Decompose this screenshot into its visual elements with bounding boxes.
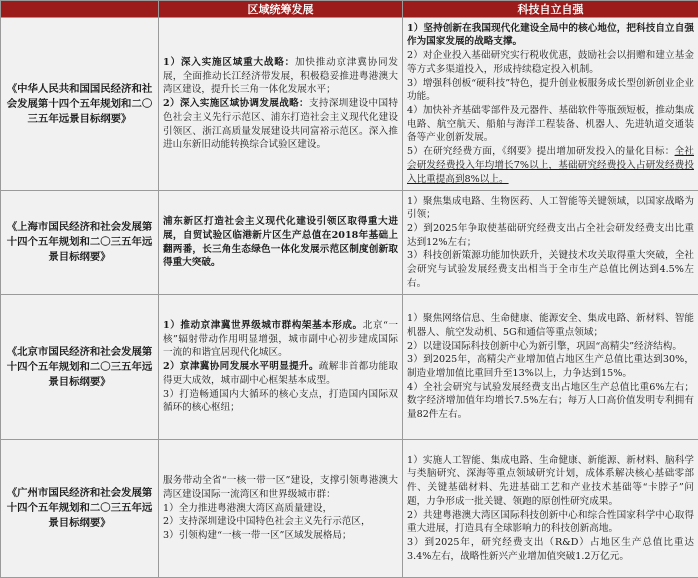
tech-item: 2）到2025年争取使基础研究经费支出占全社会研发经费支出比重达到12%左右； <box>407 222 694 249</box>
document-name: 《北京市国民经济和社会发展第十四个五年规划和二〇三五年远景目标纲要》 <box>1 295 159 440</box>
regional-item: 3）打造畅通国内大循环的核心支点，打造国内国际双循环的核心枢纽； <box>163 388 398 415</box>
table-row-national <box>1 18 698 191</box>
table-row-beijing <box>1 295 698 440</box>
tech-item: 3）科技创新策源功能加快跃升，关键技术攻关取得重大突破，全社会研究与试验发展经费支出相当于全市生产总值比例达到4.5%左右。 <box>407 249 694 290</box>
header-row <box>1 1 698 18</box>
tech-item: 4）加快补齐基础零部件及元器件、基础软件等瓶颈短板，推动集成电路、航空航天、船舶与海洋工程装备、机器人、先进轨道交通装备等产业创新发展。 <box>407 104 694 145</box>
regional-cell: 浦东新区打造社会主义现代化建设引领区取得重大进展，自贸试验区临港新片区生产总值在2018年基础上翻两番，长三角生态绿色一体化发展示范区制度创新取得重大突破。 <box>159 191 403 295</box>
tech-cell <box>403 18 698 191</box>
regional-intro: 服务带动全省“一核一带一区”建设，支撑引领粤港澳大湾区建设国际一流湾区和世界级城市群： <box>163 474 398 501</box>
regional-item: 2）支持深圳建设中国特色社会主义先行示范区， <box>163 515 398 529</box>
regional-cell <box>159 18 403 191</box>
regional-item: 3）引领构建“一核一带一区”区域发展格局； <box>163 529 398 543</box>
tech-item: 2）以建设国际科技创新中心为新引擎，巩固“高精尖”经济结构。 <box>407 340 694 354</box>
regional-cell <box>159 440 403 578</box>
table-row-shanghai <box>1 191 698 295</box>
table-row-guangzhou <box>1 440 698 578</box>
header-document <box>1 1 159 18</box>
document-name: 《上海市国民经济和社会发展第十四个五年规划和二〇三五年远景目标纲要》 <box>1 191 159 295</box>
regional-item: 2）深入实施区域协调发展战略：支持深圳建设中国特色社会主义先行示范区、浦东打造社会主义现代化建设引领区、浙江高质量发展建设共同富裕示范区。深入推进山东新旧动能转换综合试验区建设。 <box>163 97 398 152</box>
tech-item: 3）到2025年，高精尖产业增加值占地区生产总值比重达到30%，制造业增加值比重回升至13%以上，力争达到15%。 <box>407 353 694 380</box>
tech-item: 1）坚持创新在我国现代化建设全局中的核心地位，把科技自立自强作为国家发展的战略支撑。 <box>407 22 694 49</box>
regional-item: 1）推动京津冀世界级城市群构架基本形成。北京“一核”辐射带动作用明显增强，城市副中心初步建成国际一流的和谐宜居现代化城区。 <box>163 319 398 360</box>
tech-item: 1）实施人工智能、集成电路、生命健康、新能源、新材料、脑科学与类脑研究、深海等重点领域研究计划，成体系解决核心基础零部件、关键基础材料、先进基础工艺和产业技术基础等“卡脖子”问题，力争形成一批关键、领跑的原创性研究成果。 <box>407 454 694 509</box>
tech-item: 2）共建粤港澳大湾区国际科技创新中心和综合性国家科学中心取得重大进展，打造具有全球影响力的科技创新高地。 <box>407 509 694 536</box>
tech-item: 3）增强科创板“硬科技”特色，提升创业板服务成长型创新创业企业功能。 <box>407 77 694 104</box>
tech-cell <box>403 295 698 440</box>
tech-item: 3）到2025年，研究经费支出（R&D）占地区生产总值比重达3.4%左右，战略性新兴产业增加值突破1.2万亿元。 <box>407 536 694 563</box>
tech-cell <box>403 440 698 578</box>
regional-item: 2）京津冀协同发展水平明显提升。疏解非首都功能取得更大成效，城市副中心框架基本成型。 <box>163 360 398 387</box>
header-regional-development: 区域统筹发展 <box>159 1 403 18</box>
regional-item: 1）深入实施区域重大战略：加快推动京津冀协同发展，全面推动长江经济带发展，积极稳妥推进粤港澳大湾区建设，提升长三角一体化发展水平； <box>163 56 398 97</box>
tech-item: 5）在研究经费方面，《纲要》提出增加研发投入的量化目标：全社会研发经费投入年均增长7%以上，基础研究经费投入占研发经费投入比重提高到8%以上。 <box>407 145 694 186</box>
tech-item: 4）全社会研究与试验发展经费支出占地区生产总值比重6%左右；数字经济增加值年均增长7.5%左右；每万人口高价值发明专利拥有量82件左右。 <box>407 381 694 422</box>
regional-item: 1）全力推进粤港澳大湾区高质量建设， <box>163 502 398 516</box>
tech-item: 1）聚焦集成电路、生物医药、人工智能等关键领域，以国家战略为引领； <box>407 195 694 222</box>
tech-item: 1）聚焦网络信息、生命健康、能源安全、集成电路、新材料、智能机器人、航空发动机、5G和通信等重点领域； <box>407 312 694 339</box>
regional-cell <box>159 295 403 440</box>
tech-item: 2）对企业投入基础研究实行税收优惠，鼓励社会以捐赠和建立基金等方式多渠道投入，形成持续稳定投入机制。 <box>407 49 694 76</box>
document-name: 《中华人民共和国国民经济和社会发展第十四个五年规划和二〇三五年远景目标纲要》 <box>1 18 159 191</box>
header-tech-self-reliance: 科技自立自强 <box>403 1 698 18</box>
tech-cell <box>403 191 698 295</box>
document-name: 《广州市国民经济和社会发展第十四个五年规划和二〇三五年远景目标纲要》 <box>1 440 159 578</box>
